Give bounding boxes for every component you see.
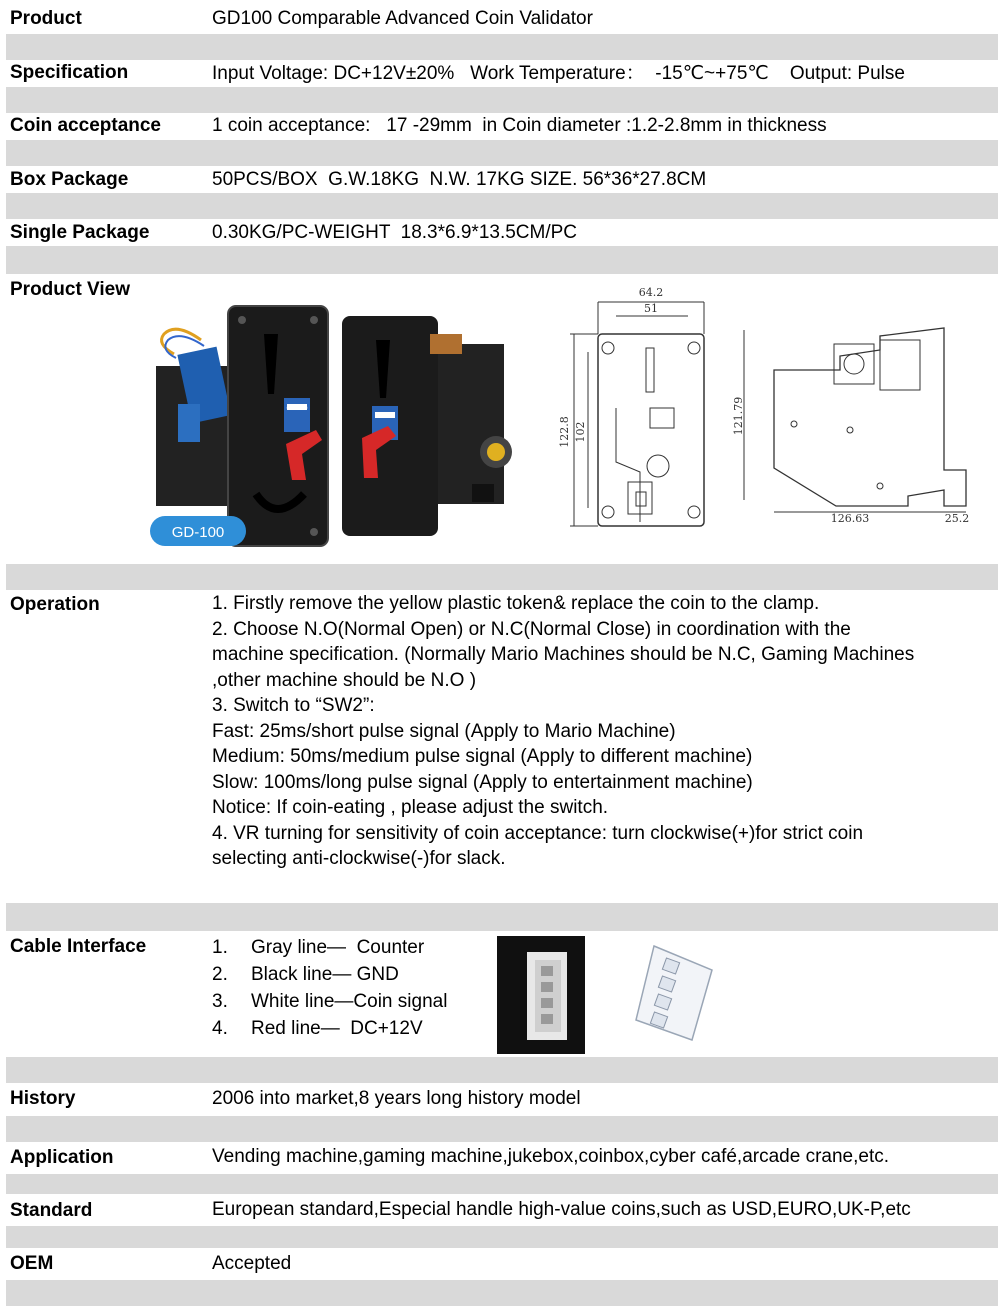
application-value: Vending machine,gaming machine,jukebox,coinbox,cyber café,arcade crane,etc. (212, 1146, 890, 1167)
operation-line: Slow: 100ms/long pulse signal (Apply to entertainment machine) (212, 771, 753, 793)
operation-line: Fast: 25ms/short pulse signal (Apply to Mario Machine) (212, 720, 676, 742)
application-label: Application (10, 1147, 114, 1168)
operation-line: 3. Switch to “SW2”: (212, 695, 375, 716)
cable-item: 2. Black line— GND (212, 964, 399, 985)
separator-bar (6, 1174, 998, 1194)
single-package-value: 0.30KG/PC-WEIGHT 18.3*6.9*13.5CM/PC (212, 222, 578, 243)
separator-bar (6, 903, 998, 931)
separator-bar (6, 1280, 998, 1306)
history-value: 2006 into market,8 years long history model (212, 1088, 581, 1109)
operation-line: ,other machine should be N.O ) (212, 669, 477, 691)
connector-plug-photo (630, 940, 716, 1044)
front-height-inner: 102 (574, 421, 587, 443)
separator-bar (6, 246, 998, 274)
separator-bar (6, 34, 998, 60)
specification-label: Specification (10, 62, 129, 83)
specification-value: Input Voltage: DC+12V±20% Work Temperature： -15℃~+75℃ Output: Pulse (212, 63, 905, 84)
side-height: 121.79 (732, 396, 745, 436)
operation-text (212, 591, 998, 872)
separator-bar (6, 87, 998, 113)
operation-line: Medium: 50ms/medium pulse signal (Apply to different machine) (212, 746, 753, 767)
operation-line: 2. Choose N.O(Normal Open) or N.C(Normal Close) in coordination with the (212, 618, 851, 640)
separator-bar (6, 1057, 998, 1083)
side-dimension-drawing (730, 300, 998, 526)
separator-bar (6, 1226, 998, 1248)
connector-socket-photo (497, 936, 585, 1054)
operation-line: selecting anti-clockwise(-)for slack. (212, 848, 506, 869)
coin-acceptance-label: Coin acceptance (10, 115, 161, 136)
photo-badge: GD-100 (171, 524, 225, 541)
front-width-inner: 51 (644, 302, 658, 315)
history-label: History (10, 1088, 76, 1109)
cable-item: 1. Gray line— Counter (212, 937, 425, 958)
operation-line: 1. Firstly remove the yellow plastic token& replace the coin to the clamp. (212, 593, 820, 614)
product-label: Product (10, 8, 82, 29)
standard-value: European standard,Especial handle high-value coins,such as USD,EURO,UK-P,etc (212, 1199, 911, 1220)
front-dimension-drawing (540, 282, 730, 544)
separator-bar (6, 193, 998, 219)
side-depth-b: 25.2 (944, 512, 970, 525)
separator-bar (6, 1116, 998, 1142)
cable-item: 4. Red line— DC+12V (212, 1018, 423, 1039)
single-package-label: Single Package (10, 222, 150, 243)
product-value: GD100 Comparable Advanced Coin Validator (212, 8, 593, 29)
cable-interface-label: Cable Interface (10, 936, 147, 957)
box-package-label: Box Package (10, 169, 129, 190)
box-package-value: 50PCS/BOX G.W.18KG N.W. 17KG SIZE. 56*36*27.8CM (212, 169, 707, 190)
product-photo (146, 294, 530, 556)
separator-bar (6, 140, 998, 166)
side-depth-a: 126.63 (830, 512, 870, 525)
operation-line: Notice: If coin-eating , please adjust the switch. (212, 797, 609, 818)
standard-label: Standard (10, 1200, 93, 1221)
operation-line: 4. VR turning for sensitivity of coin acceptance: turn clockwise(+)for strict coin (212, 822, 864, 844)
front-width-outer: 64.2 (638, 286, 664, 299)
cable-item: 3. White line—Coin signal (212, 991, 448, 1012)
operation-line: machine specification. (Normally Mario Machines should be N.C, Gaming Machines (212, 644, 915, 665)
coin-acceptance-value: 1 coin acceptance: 17 -29mm in Coin diameter :1.2-2.8mm in thickness (212, 115, 827, 136)
product-view-label: Product View (10, 279, 131, 300)
oem-value: Accepted (212, 1253, 292, 1274)
separator-bar (6, 564, 998, 590)
operation-label: Operation (10, 594, 100, 615)
device-label: GD-100 (286, 406, 308, 412)
oem-label: OEM (10, 1253, 54, 1274)
front-height-outer: 122.8 (558, 416, 571, 448)
cable-list (212, 934, 447, 1042)
